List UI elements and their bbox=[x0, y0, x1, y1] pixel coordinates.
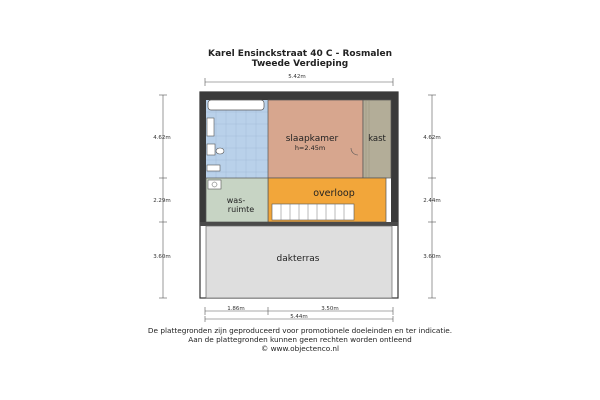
bathtub-icon bbox=[208, 100, 264, 110]
toilet-icon bbox=[207, 144, 215, 155]
room-label-dakterras: dakterras bbox=[276, 254, 320, 264]
disclaimer-line-2: Aan de plattegronden kunnen geen rechten worden ontleend bbox=[188, 335, 412, 344]
top-wall bbox=[200, 92, 398, 100]
left-wall bbox=[200, 92, 206, 225]
right-wall bbox=[391, 92, 398, 225]
dimension-left bbox=[159, 95, 167, 298]
floor-name: Tweede Verdieping bbox=[251, 59, 349, 69]
disclaimer-line-1: De plattegronden zijn geproduceerd voor promotionele doeleinden en ter indicatie. bbox=[147, 326, 453, 335]
room-label-kast: kast bbox=[368, 134, 386, 144]
dimension-left-2: 2.29m bbox=[153, 198, 171, 204]
dimension-bottom-2: 3.50m bbox=[321, 306, 339, 312]
dimension-left-3: 3.60m bbox=[153, 254, 171, 260]
room-label-wasruimte-2: ruimte bbox=[227, 205, 255, 214]
plan-title: Karel Ensinckstraat 40 C - Rosmalen bbox=[208, 49, 392, 59]
room-label-slaapkamer: slaapkamer bbox=[285, 134, 339, 144]
sink-icon bbox=[207, 118, 214, 136]
dimension-bottom-total: 5.44m bbox=[290, 314, 308, 320]
stairs-icon bbox=[272, 204, 354, 220]
badkamer bbox=[206, 100, 268, 178]
room-label-overloop: overloop bbox=[313, 188, 355, 199]
dimension-right bbox=[428, 95, 436, 298]
fixture-icon bbox=[207, 165, 220, 171]
dimension-left-1: 4.62m bbox=[153, 135, 171, 141]
washing-machine-icon bbox=[208, 180, 221, 189]
dimension-top-label: 5.42m bbox=[288, 74, 306, 80]
disclaimer-line-3: © www.objectenco.nl bbox=[260, 344, 340, 353]
room-label-wasruimte-1: was- bbox=[226, 196, 246, 205]
dimension-right-3: 3.60m bbox=[423, 254, 441, 260]
terrace-wall bbox=[200, 222, 398, 226]
dimension-right-2: 2.44m bbox=[423, 198, 441, 204]
room-height-slaapkamer: h=2.45m bbox=[294, 144, 326, 152]
dimension-right-1: 4.62m bbox=[423, 135, 441, 141]
dimension-bottom-1: 1.86m bbox=[227, 306, 245, 312]
